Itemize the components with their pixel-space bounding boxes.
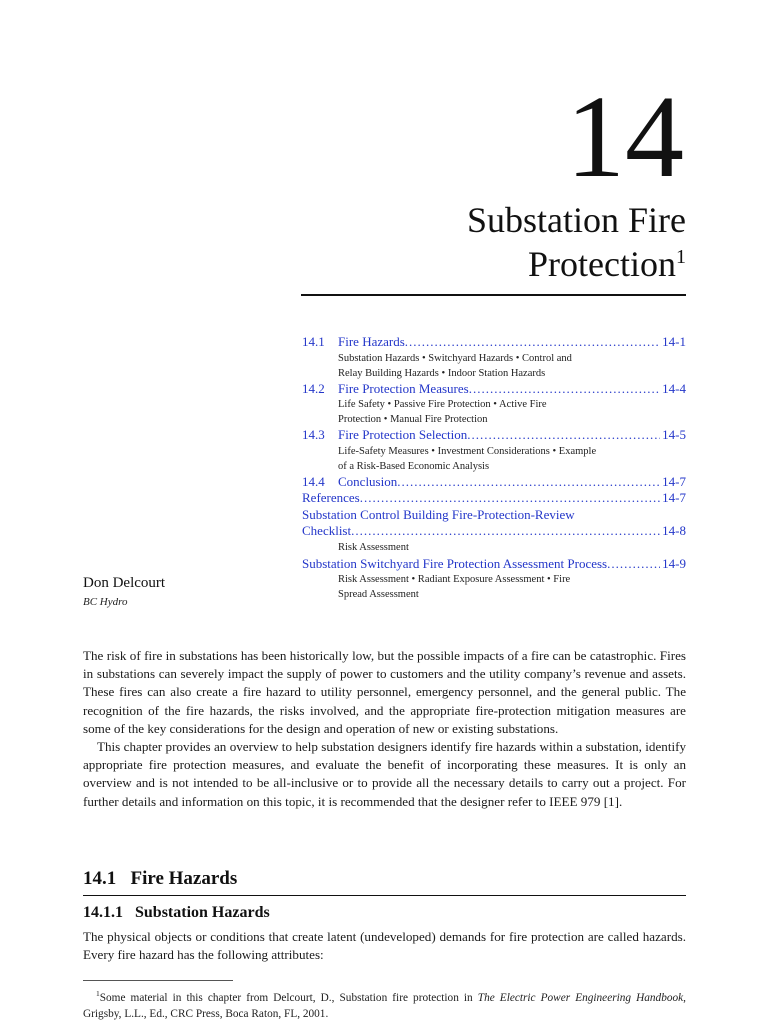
author-name: Don Delcourt (83, 575, 166, 591)
toc-subtopic-line: Risk Assessment (338, 541, 409, 553)
toc-entry-conclusion[interactable] (302, 474, 686, 491)
title-rule (301, 294, 686, 296)
toc-subtopic-line: Relay Building Hazards • Indoor Station Hazards (338, 367, 546, 379)
footnote-mark: 1 (96, 989, 100, 998)
paragraph: The physical objects or conditions that create latent (undeveloped) demands for fire protection are called hazards. Every fire hazard has the following attributes: (83, 929, 686, 963)
toc-leader (397, 474, 660, 491)
toc-label: Fire Protection Selection (338, 427, 468, 442)
toc-number: 14.3 (302, 427, 325, 442)
toc-entry-fire-protection-selection[interactable] (302, 427, 686, 444)
subsection-heading: 14.1.1 Substation Hazards (83, 904, 270, 921)
footnote-text: Some material in this chapter from Delcourt, D., Substation fire protection in (99, 991, 478, 1004)
toc-label-line1: Substation Control Building Fire-Protection-Review (302, 506, 575, 522)
toc-entry-references[interactable] (302, 490, 686, 507)
footnote-text: , Grigsby, L.L., Ed., CRC Press, Boca Raton, FL, 2001. (83, 991, 686, 1020)
toc-page: 14-4 (662, 380, 686, 396)
toc-subtopics (302, 444, 686, 474)
toc-number: 14.1 (302, 334, 325, 349)
footnote (83, 986, 686, 1022)
toc-subtopic-line: Spread Assessment (338, 589, 419, 600)
toc-entry-fire-hazards[interactable] (302, 334, 686, 351)
section-heading: 14.1 Fire Hazards (83, 868, 238, 889)
toc-leader (405, 334, 660, 351)
intro-text (83, 647, 686, 811)
chapter-number: 14 (566, 71, 684, 202)
toc-leader (607, 556, 660, 573)
toc-page: 14-5 (662, 427, 686, 442)
toc-label: Fire Hazards (338, 334, 405, 349)
toc-label: Conclusion (338, 473, 398, 489)
toc-label: References (302, 490, 360, 505)
section-rule (83, 895, 686, 896)
toc-page: 14-7 (662, 473, 686, 489)
toc-subtopics (302, 540, 686, 555)
toc-number: 14.4 (302, 473, 325, 489)
paragraph: The risk of fire in substations has been historically low, but the possible impacts of a fire can be catastrophic. Fires in substations can severely impact the supply of power to customers and the utility company’s revenue and assets. These fires can also create a fire hazard to utility personnel, emergency personnel, and the general public. The recognition of the fire hazards, the risks involved, and the appropriate fire-protection mitigation measures are some of the key considerations for the design and operation of new or existing substations. (83, 648, 686, 736)
toc-subtopic-line: Protection • Manual Fire Protection (338, 414, 488, 425)
toc-subtopics (302, 572, 686, 602)
toc-subtopic-line: Substation Hazards • Switchyard Hazards • Control and (338, 352, 572, 364)
toc-subtopic-line: Risk Assessment • Radiant Exposure Assessment • Fire (338, 574, 571, 585)
chapter-title (467, 198, 686, 286)
toc-subtopics (302, 397, 686, 427)
toc-page: 14-9 (662, 555, 686, 571)
table-of-contents (302, 334, 686, 602)
toc-label: Substation Switchyard Fire Protection Assessment Process (302, 555, 608, 571)
author-affiliation: BC Hydro (83, 596, 128, 608)
toc-label: Fire Protection Measures (338, 380, 469, 396)
toc-page: 14-7 (662, 490, 686, 505)
toc-entry-assessment-process[interactable] (302, 556, 686, 573)
toc-page: 14-8 (662, 523, 686, 538)
paragraph: This chapter provides an overview to help substation designers identify fire hazards within a substation, identify appropriate fire protection measures, and evaluate the benefit of incorporating these measures. It is only an overview and is not intended to be all-inclusive or to provide all the necessary details to carry out a project. For further details and information on this topic, it is recommended that the designer refer to IEEE 979 [1]. (83, 739, 686, 809)
toc-subtopic-line: Life-Safety Measures • Investment Considerations • Example (338, 445, 597, 457)
toc-entry-checklist-line2 (302, 523, 686, 540)
toc-subtopics (302, 351, 686, 381)
footnote-rule (83, 980, 233, 981)
toc-entry-fire-protection-measures[interactable] (302, 381, 686, 398)
toc-number: 14.2 (302, 380, 325, 396)
toc-leader (351, 523, 660, 540)
toc-page: 14-1 (662, 334, 686, 349)
chapter-title-line1: Substation Fire (466, 200, 686, 240)
chapter-title-line2 (467, 242, 686, 286)
toc-subtopic-line: Life Safety • Passive Fire Protection • Active Fire (338, 399, 547, 410)
toc-label-line2: Checklist (302, 523, 352, 538)
toc-leader (469, 381, 660, 398)
toc-subtopic-line: of a Risk-Based Economic Analysis (338, 460, 490, 472)
toc-leader (467, 427, 660, 444)
title-footnote-mark: 1 (676, 246, 686, 268)
toc-leader (360, 490, 660, 507)
chapter-title-line2-text: Protection (528, 244, 676, 284)
footnote-book-title: The Electric Power Engineering Handbook (477, 991, 684, 1004)
toc-entry-checklist[interactable] (302, 507, 686, 540)
